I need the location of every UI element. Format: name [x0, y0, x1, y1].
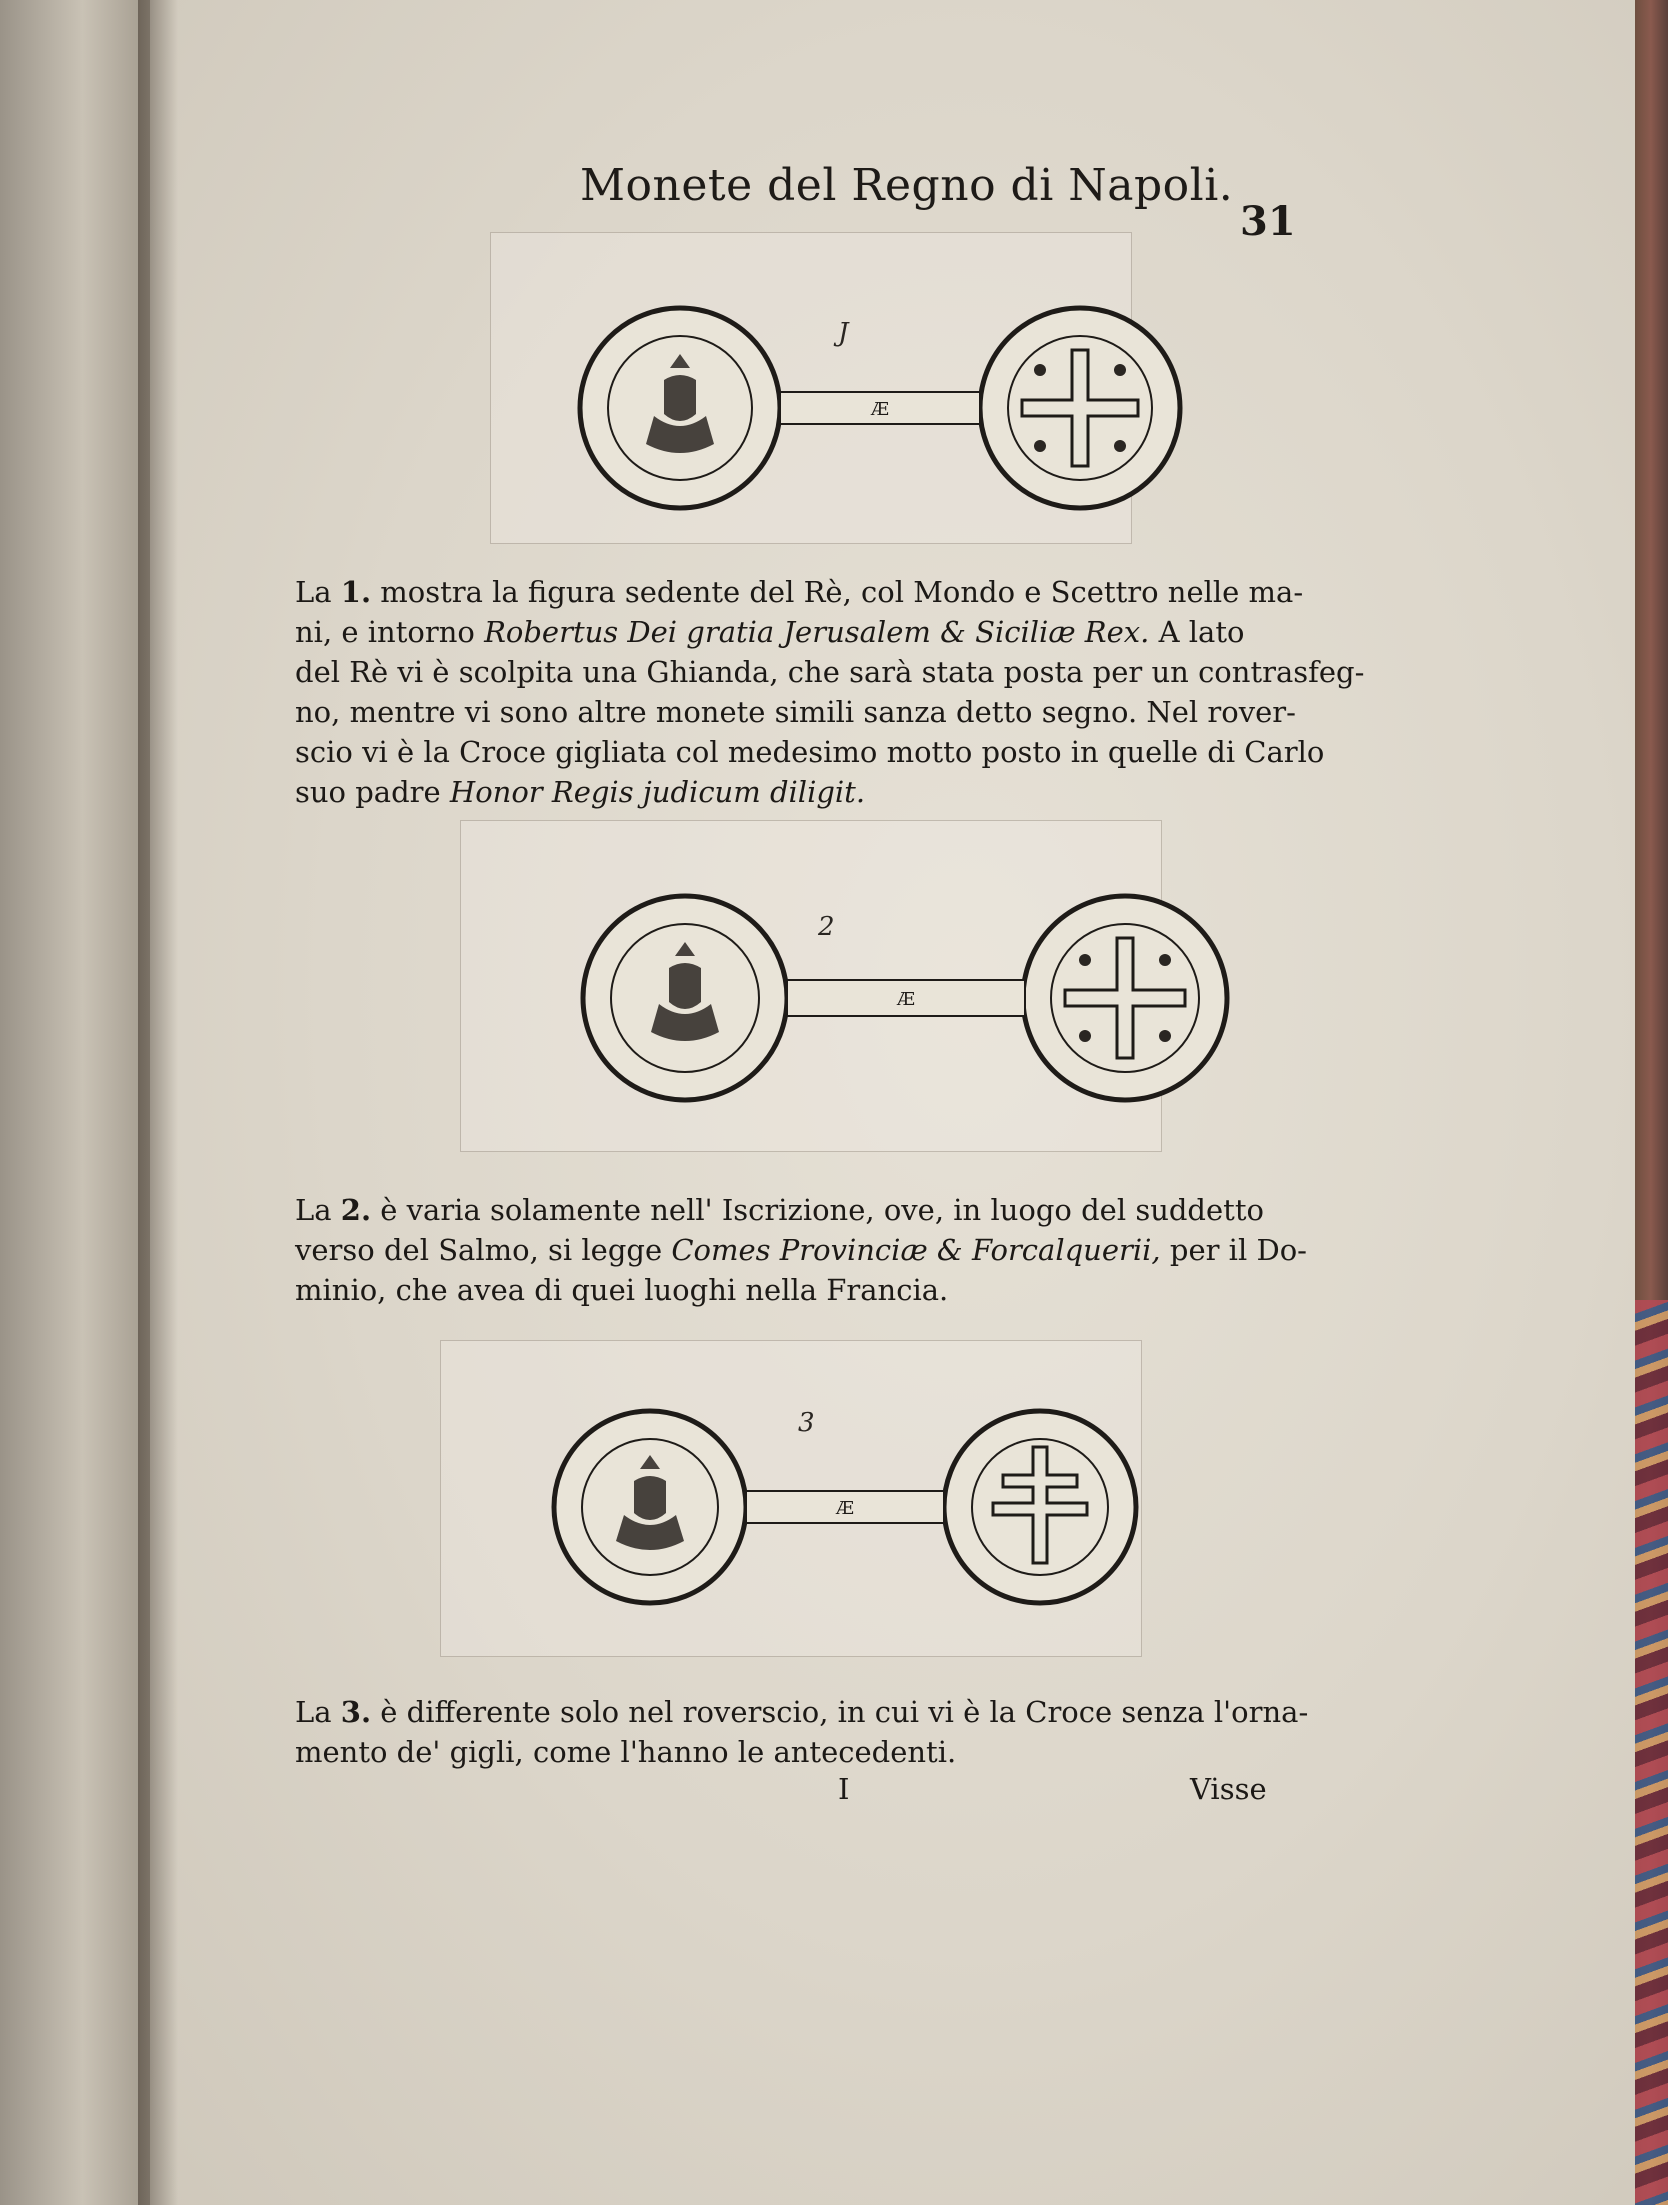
paragraph-2 [295, 1190, 1307, 1310]
coin-obverse-3 [554, 1411, 746, 1603]
text-run: scio vi è la Croce gigliata col medesimo motto posto in quelle di Carlo [295, 735, 1325, 769]
book-gutter-shadow [138, 0, 178, 2205]
coin-obverse-2 [583, 896, 787, 1100]
coin-reverse-3 [944, 1411, 1136, 1603]
text-run: La [295, 1193, 341, 1227]
text-run: verso del Salmo, si legge [295, 1233, 672, 1267]
paragraph-1 [295, 572, 1365, 812]
text-run: no, mentre vi sono altre monete simili sanza detto segno. Nel rover- [295, 695, 1296, 729]
running-title: Monete del Regno di Napoli. [580, 160, 1234, 211]
para2-line-2 [295, 1230, 1307, 1270]
text-run: ni, e intorno [295, 615, 485, 649]
coin-illustration-3 [540, 1395, 1160, 1635]
marbled-endpaper [1632, 1300, 1668, 2205]
metal-mark-2: Æ [896, 989, 916, 1010]
numeral: 2. [340, 1193, 372, 1227]
para1-line-5 [295, 732, 1325, 772]
para1-line-3 [295, 652, 1365, 692]
signature-mark: I [838, 1772, 850, 1806]
numeral: 1. [340, 575, 372, 609]
para3-line-1 [295, 1692, 1309, 1732]
text-run: minio, che avea di quei luoghi nella Francia. [295, 1273, 949, 1307]
metal-mark-3: Æ [835, 1498, 855, 1519]
text-run: La [295, 1695, 341, 1729]
italic-legend: Robertus Dei gratia Jerusalem & Siciliæ Rex. [484, 615, 1150, 649]
coin-reverse-1 [980, 308, 1180, 508]
text-run: A lato [1149, 615, 1245, 649]
book-page [150, 0, 1635, 2205]
page-number: 31 [1240, 198, 1296, 245]
coin-illustration-2 [565, 880, 1245, 1140]
para2-line-1 [295, 1190, 1270, 1230]
catchword: Visse [1190, 1772, 1267, 1806]
para1-line-6 [295, 772, 1270, 812]
text-run: mostra la figura sedente del Rè, col Mondo e Scettro nelle ma- [371, 575, 1304, 609]
para1-line-4 [295, 692, 1296, 732]
coin-number-1: J [838, 318, 849, 348]
metal-mark-1: Æ [870, 399, 890, 420]
text-run: per il Do- [1160, 1233, 1307, 1267]
coin-number-2: 2 [818, 912, 835, 942]
coin-number-3: 3 [798, 1408, 815, 1438]
text-run: è varia solamente nell' Iscrizione, ove, in luogo del suddetto [371, 1193, 1264, 1227]
para2-line-3 [295, 1270, 1270, 1310]
numeral: 3. [340, 1695, 372, 1729]
coin-illustration-1 [517, 251, 1200, 560]
paragraph-3 [295, 1692, 1309, 1772]
text-run: La [295, 575, 341, 609]
para1-line-1 [295, 572, 1304, 612]
italic-legend: Honor Regis judicum diligit. [449, 775, 866, 809]
para3-line-2 [295, 1732, 1270, 1772]
text-run: è differente solo nel roverscio, in cui vi è la Croce senza l'orna- [371, 1695, 1309, 1729]
svg-text:ROBERT·D·GRA·IERL·ET·SICIL·REX: ROBERT·D·GRA·IERL·ET·SICIL·REX [517, 251, 766, 355]
text-run: del Rè vi è scolpita una Ghianda, che sarà stata posta per un contrasfeg- [295, 655, 1365, 689]
para1-line-2 [295, 612, 1270, 652]
facing-page [0, 0, 150, 2205]
coin-reverse-2 [1023, 896, 1227, 1100]
italic-legend: Comes Provinciæ & Forcalquerii, [671, 1233, 1161, 1267]
text-run: mento de' gigli, come l'hanno le antecedenti. [295, 1735, 957, 1769]
text-run: suo padre [295, 775, 450, 809]
